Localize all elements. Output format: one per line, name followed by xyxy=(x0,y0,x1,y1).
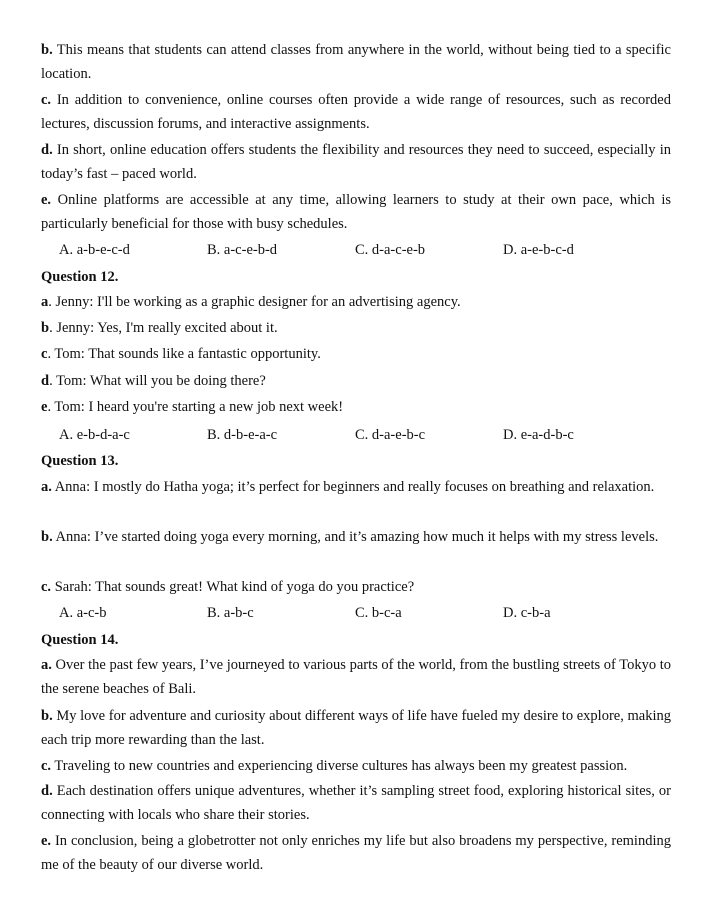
q11-item-e xyxy=(41,189,671,236)
item-text: . Tom: That sounds like a fantastic opportunity. xyxy=(47,346,321,362)
q11-options xyxy=(59,240,679,260)
q12-item-d xyxy=(41,370,671,394)
q12-item-a xyxy=(41,291,671,315)
item-label: c. xyxy=(41,92,52,108)
item-text: Each destination offers unique adventures, whether it’s sampling street food, exploring historical sites, or connecting with locals who share their stories. xyxy=(41,783,671,823)
item-text: Anna: I mostly do Hatha yoga; it’s perfect for beginners and really focuses on breathing and relaxation. xyxy=(51,479,655,495)
item-label: b. xyxy=(41,42,53,58)
question-13-title: Question 13. xyxy=(41,453,119,469)
q11-item-b xyxy=(41,39,671,86)
item-label: a xyxy=(41,294,49,310)
item-text: Over the past few years, I’ve journeyed to various parts of the world, from the bustling streets of Tokyo to the serene beaches of Bali. xyxy=(41,657,671,697)
q12-item-c xyxy=(41,343,671,367)
item-label: e. xyxy=(41,192,52,208)
item-text: . Jenny: Yes, I'm really excited about it. xyxy=(49,320,278,336)
item-label: a. xyxy=(41,657,52,673)
item-text: In conclusion, being a globetrotter not only enriches my life but also broadens my perspective, reminding me of the beauty of our diverse world. xyxy=(41,833,671,873)
item-label: c. xyxy=(41,758,52,774)
option-c[interactable]: C. b-c-a xyxy=(355,605,402,621)
q13-item-a xyxy=(41,476,671,500)
item-label: e xyxy=(41,399,48,415)
item-label: c. xyxy=(41,579,52,595)
question-14-title: Question 14. xyxy=(41,632,119,648)
q14-item-e xyxy=(41,830,671,877)
q14-item-d xyxy=(41,780,671,827)
option-b[interactable]: B. a-b-c xyxy=(207,605,254,621)
q13-item-c xyxy=(41,576,671,600)
q12-options xyxy=(59,425,679,445)
option-d[interactable]: D. a-e-b-c-d xyxy=(503,242,574,258)
item-text: . Jenny: I'll be working as a graphic designer for an advertising agency. xyxy=(48,294,461,310)
option-c[interactable]: C. d-a-e-b-c xyxy=(355,427,426,443)
item-label: b xyxy=(41,320,50,336)
question-12-title: Question 12. xyxy=(41,269,119,285)
item-text: This means that students can attend classes from anywhere in the world, without being tied to a specific location. xyxy=(41,42,671,82)
q11-item-c xyxy=(41,89,671,136)
q14-item-c xyxy=(41,755,671,779)
option-a[interactable]: A. a-b-e-c-d xyxy=(59,242,130,258)
option-b[interactable]: B. d-b-e-a-c xyxy=(207,427,278,443)
item-label: e. xyxy=(41,833,52,849)
option-b[interactable]: B. a-c-e-b-d xyxy=(207,242,278,258)
item-text: In short, online education offers students the flexibility and resources they need to succeed, especially in today’s fast – paced world. xyxy=(41,142,671,182)
item-text: In addition to convenience, online courses often provide a wide range of resources, such as recorded lectures, discussion forums, and interactive assignments. xyxy=(41,92,671,132)
item-label: a. xyxy=(41,479,52,495)
option-d[interactable]: D. c-b-a xyxy=(503,605,551,621)
q13-item-b xyxy=(41,526,671,550)
option-a[interactable]: A. e-b-d-a-c xyxy=(59,427,130,443)
item-label: b. xyxy=(41,708,53,724)
item-text: Online platforms are accessible at any time, allowing learners to study at their own pace, which is particularly beneficial for those with busy schedules. xyxy=(41,192,671,232)
q11-item-d xyxy=(41,139,671,186)
q14-item-a xyxy=(41,654,671,701)
item-label: b. xyxy=(41,529,53,545)
item-label: d xyxy=(41,373,50,389)
item-text: . Tom: I heard you're starting a new job next week! xyxy=(47,399,344,415)
q12-item-b xyxy=(41,317,671,341)
option-c[interactable]: C. d-a-c-e-b xyxy=(355,242,426,258)
item-label: d. xyxy=(41,142,53,158)
item-text: Traveling to new countries and experiencing diverse cultures has always been my greatest passion. xyxy=(51,758,628,774)
q13-options xyxy=(59,603,679,623)
item-text: . Tom: What will you be doing there? xyxy=(49,373,266,389)
item-text: Anna: I’ve started doing yoga every morning, and it’s amazing how much it helps with my stress levels. xyxy=(52,529,659,545)
item-label: d. xyxy=(41,783,53,799)
option-d[interactable]: D. e-a-d-b-c xyxy=(503,427,574,443)
q12-item-e xyxy=(41,396,671,420)
q14-item-b xyxy=(41,705,671,752)
option-a[interactable]: A. a-c-b xyxy=(59,605,107,621)
item-text: My love for adventure and curiosity about different ways of life have fueled my desire to explore, making each trip more rewarding than the last. xyxy=(41,708,671,748)
item-label: c xyxy=(41,346,48,362)
item-text: Sarah: That sounds great! What kind of yoga do you practice? xyxy=(51,579,415,595)
